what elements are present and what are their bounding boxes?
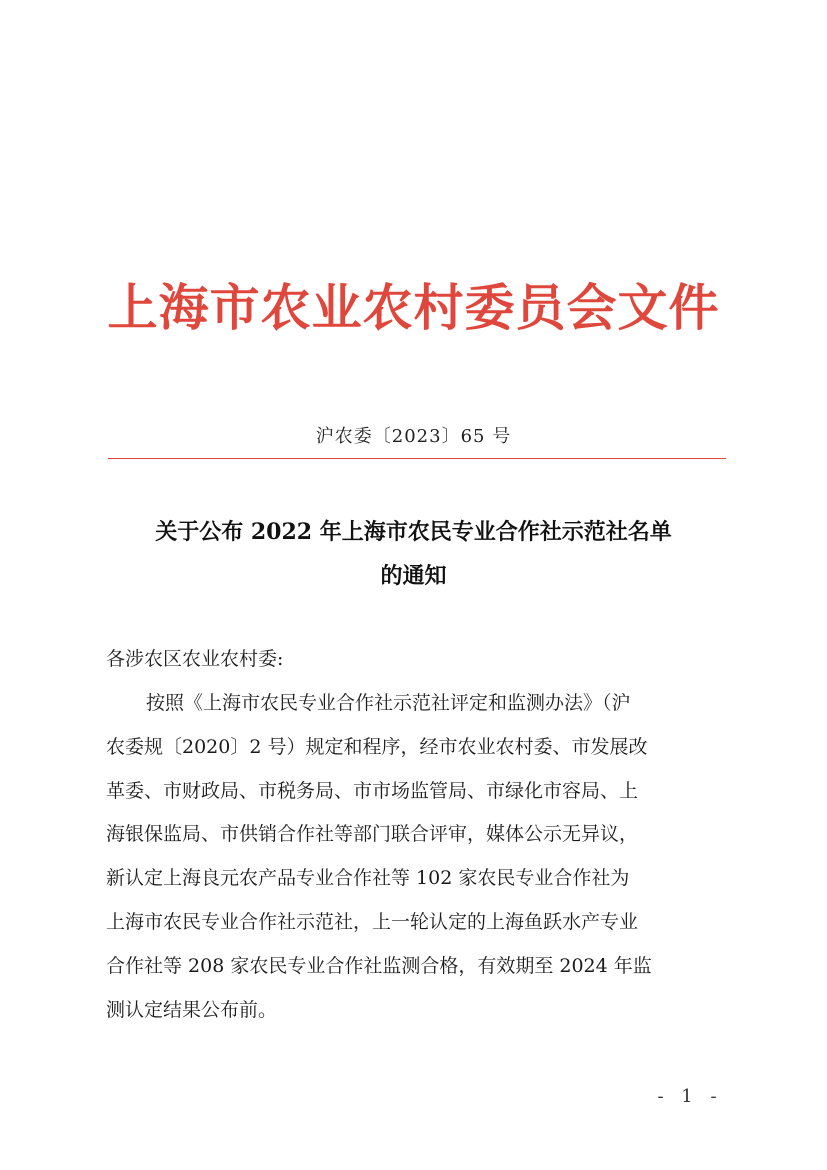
document-title: [60, 510, 767, 598]
document-number: 沪农委〔2023〕65 号: [315, 426, 512, 447]
body-paragraph-line: 革委、市财政局、市税务局、市市场监管局、市绿化市容局、上: [106, 780, 639, 802]
red-divider-line: [108, 458, 726, 459]
document-title-line-2: 的通知: [380, 563, 447, 589]
body-paragraph-line: 海银保监局、市供销合作社等部门联合评审，媒体公示无异议，: [106, 823, 639, 845]
masthead-title: 上海市农业农村委员会文件: [107, 278, 720, 337]
body-paragraph-line: 按照《上海市农民专业合作社示范社评定和监测办法》（沪: [146, 692, 631, 714]
body-paragraph-line: 合作社等 208 家农民专业合作社监测合格，有效期至 2024 年监: [106, 955, 652, 977]
body-paragraph-line: 上海市农民专业合作社示范社，上一轮认定的上海鱼跃水产专业: [106, 911, 639, 933]
body-paragraph-line: 测认定结果公布前。: [106, 999, 278, 1021]
body-paragraph-line: 新认定上海良元农产品专业合作社等 102 家农民专业合作社为: [106, 867, 630, 889]
document-title-line-1: 关于公布 2022 年上海市农民专业合作社示范社名单: [155, 519, 672, 545]
addressee: 各涉农区农业农村委:: [106, 648, 284, 670]
body-paragraph-line: 农委规〔2020〕2 号）规定和程序，经市农业农村委、市发展改: [106, 736, 648, 758]
page-number: - 1 -: [657, 1086, 723, 1107]
